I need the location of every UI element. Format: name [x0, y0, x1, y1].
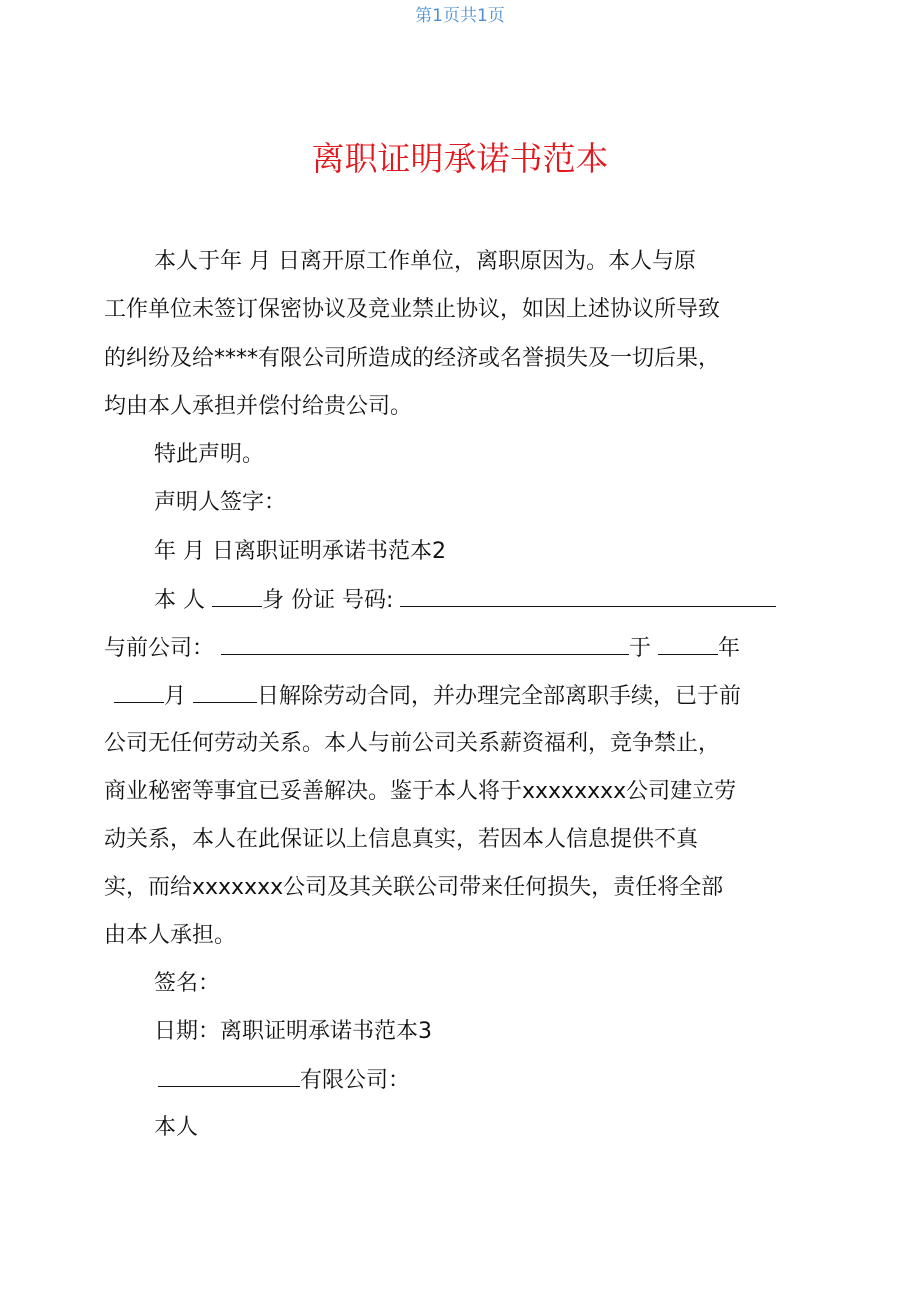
- month-label: 月: [164, 684, 187, 709]
- prev-company-label: 与前公司：: [104, 636, 215, 661]
- paragraph-2-line-4: 实，而给xxxxxxx公司及其关联公司带来任何损失，责任将全部: [104, 875, 724, 900]
- statement-text: 特此声明。: [154, 442, 265, 467]
- paragraph-1-line-4: 均由本人承担并偿付给贵公司。: [104, 394, 413, 419]
- company-name-blank: [158, 1064, 300, 1087]
- prev-company-blank: [221, 632, 629, 655]
- day-blank: [193, 680, 257, 703]
- month-blank: [114, 680, 164, 703]
- day-rest-text: 日解除劳动合同，并办理完全部离职手续，已于前: [257, 684, 742, 709]
- paragraph-2-line-1: 公司无任何劳动关系。本人与前公司关系薪资福利，竞争禁止，: [104, 731, 721, 756]
- form-line-prev-company: [104, 632, 740, 665]
- id-number-blank: [400, 584, 776, 607]
- paragraph-2-line-2: 商业秘密等事宜已妥善解决。鉴于本人将于xxxxxxxx公司建立劳: [104, 779, 737, 804]
- form-line-date: [114, 680, 741, 713]
- company-line: [158, 1064, 410, 1097]
- self-label: 本 人: [154, 588, 205, 613]
- year-prefix: 于: [629, 636, 652, 661]
- paragraph-1-line-3: 的纠纷及给****有限公司所造成的经济或名誉损失及一切后果，: [104, 346, 721, 371]
- signer-label: 声明人签字：: [154, 490, 287, 515]
- id-label: 身 份证 号码:: [262, 588, 394, 613]
- date-title-3: 日期：离职证明承诺书范本3: [154, 1019, 432, 1044]
- name-blank: [212, 584, 262, 607]
- year-blank: [658, 632, 718, 655]
- document-title: 离职证明承诺书范本: [311, 139, 609, 178]
- paragraph-2-line-5: 由本人承担。: [104, 923, 237, 948]
- paragraph-1-line-2: 工作单位未签订保密协议及竞业禁止协议，如因上述协议所导致: [104, 297, 721, 322]
- self-last-label: 本人: [154, 1115, 199, 1140]
- date-title-2: 年 月 日离职证明承诺书范本2: [154, 539, 446, 564]
- form-line-id: [154, 584, 776, 617]
- sign-label: 签名：: [154, 971, 221, 996]
- year-label: 年: [718, 636, 741, 661]
- paragraph-1-line-1: 本人于年 月 日离开原工作单位，离职原因为。本人与原: [154, 249, 696, 274]
- page-indicator: 第1页共1页: [415, 6, 505, 26]
- paragraph-2-line-3: 动关系，本人在此保证以上信息真实，若因本人信息提供不真: [104, 827, 699, 852]
- company-suffix: 有限公司：: [300, 1068, 411, 1093]
